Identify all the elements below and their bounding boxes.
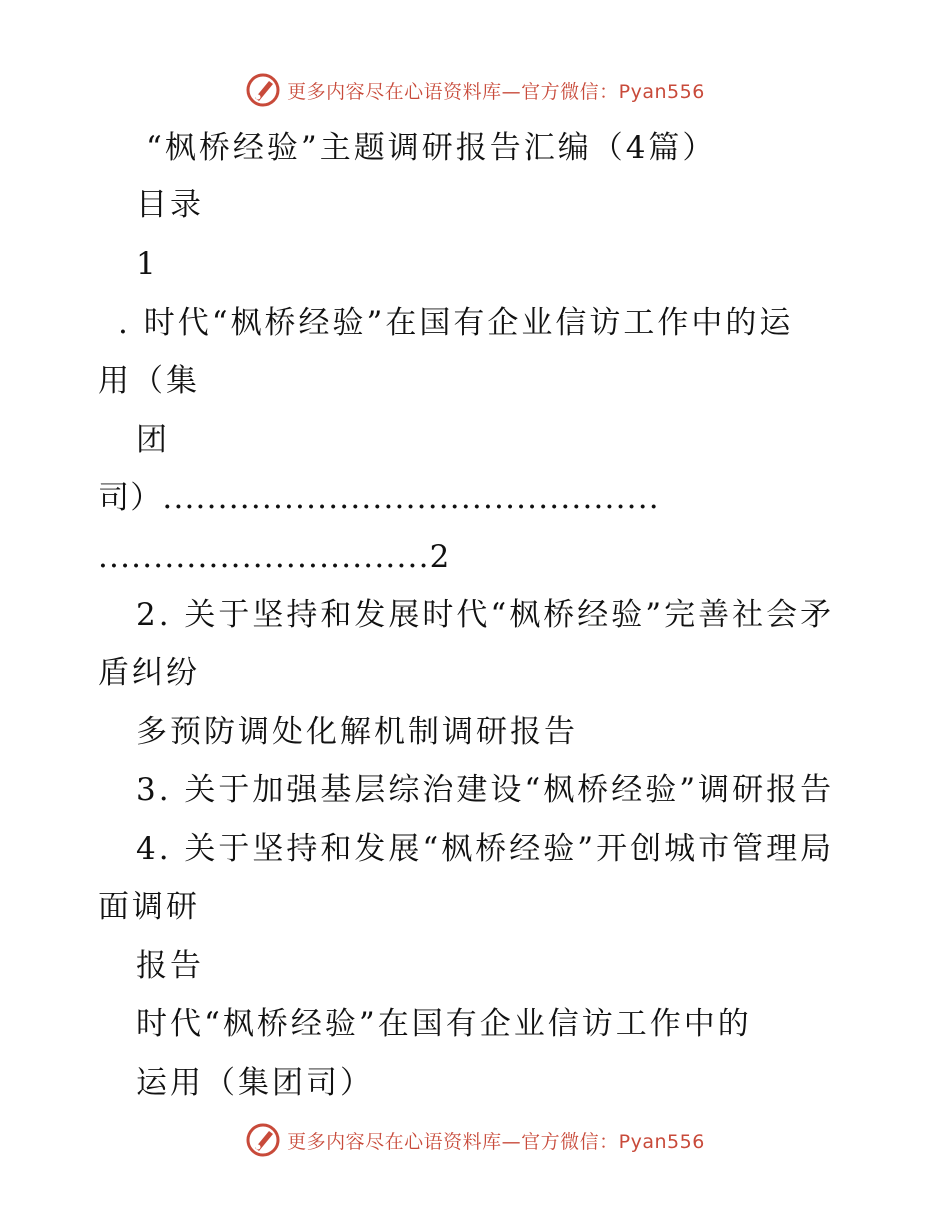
toc-line: 用（集 (98, 363, 200, 399)
watermark-footer (0, 1118, 950, 1162)
watermark-text: 更多内容尽在心语资料库—官方微信：Pyan556 (287, 80, 705, 103)
watermark-text: 更多内容尽在心语资料库—官方微信：Pyan556 (287, 1130, 705, 1153)
toc-line: 报告 (136, 948, 204, 984)
toc-line: 盾纠纷 (98, 655, 200, 691)
toc-heading: 目录 (136, 187, 204, 223)
toc-line: 3. 关于加强基层综治建设“枫桥经验”调研报告 (136, 772, 835, 808)
toc-line: 2. 关于坚持和发展时代“枫桥经验”完善社会矛 (136, 597, 835, 633)
toc-line: 团 (136, 422, 170, 458)
toc-line: 4. 关于坚持和发展“枫桥经验”开创城市管理局 (136, 831, 835, 867)
toc-line: 司）............................................. (98, 480, 660, 516)
toc-line: 1 (136, 246, 159, 282)
pen-logo-icon (245, 72, 281, 108)
document-title: “枫桥经验”主题调研报告汇编（4篇） (146, 130, 717, 166)
toc-line: ..............................2 (98, 539, 451, 575)
toc-line: 多预防调处化解机制调研报告 (136, 714, 578, 750)
toc-line: 运用（集团司） (136, 1065, 374, 1101)
pen-logo-icon (245, 1122, 281, 1158)
toc-line: 面调研 (98, 889, 200, 925)
toc-line: . 时代“枫桥经验”在国有企业信访工作中的运 (118, 305, 794, 341)
toc-line: 时代“枫桥经验”在国有企业信访工作中的 (136, 1006, 752, 1042)
watermark-header (0, 68, 950, 112)
